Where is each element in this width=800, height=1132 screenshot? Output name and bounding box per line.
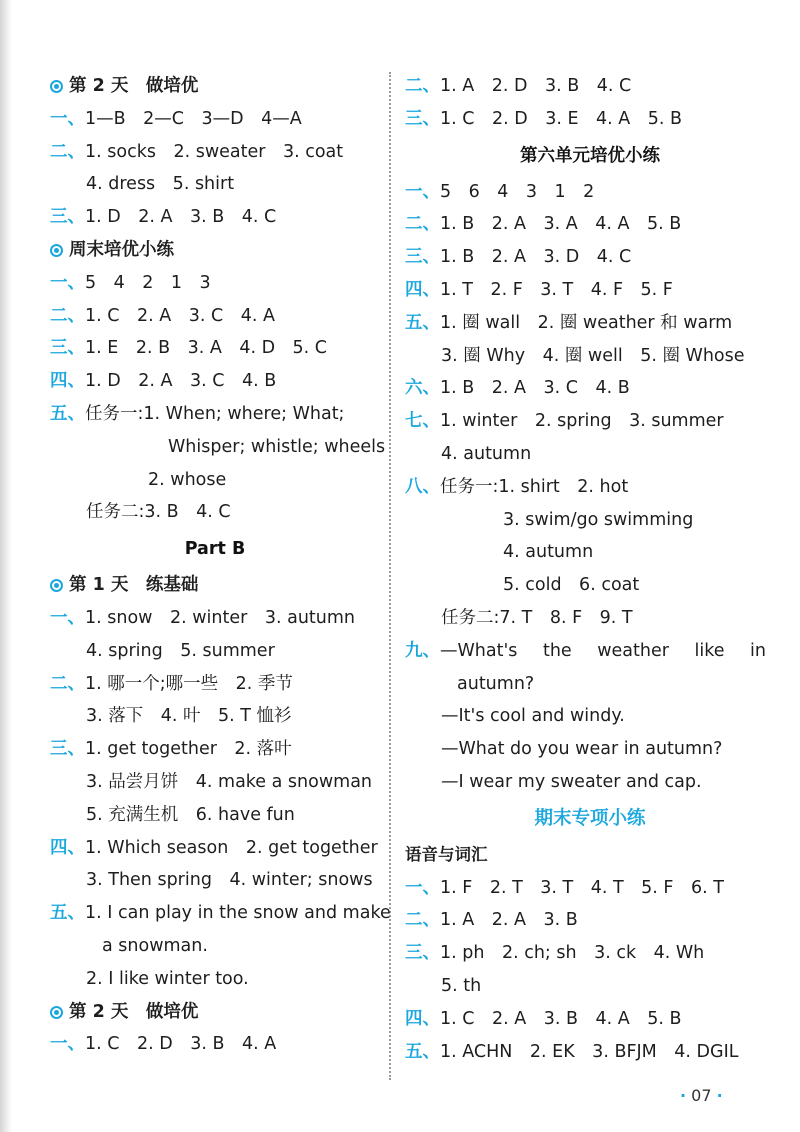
answer-line — [50, 897, 391, 930]
answer-line — [50, 733, 380, 766]
answer-line — [50, 832, 380, 865]
answer-line — [405, 405, 775, 438]
answer-line — [50, 103, 380, 136]
question-number: 三、 — [50, 338, 85, 359]
answer-text: 1. winter 2. spring 3. summer — [440, 411, 724, 432]
left-column — [50, 70, 391, 1061]
sub-heading: 语音与词汇 — [405, 844, 488, 864]
question-number: 四、 — [50, 837, 85, 858]
continuation-line: 3. Then spring 4. winter; snows — [86, 870, 373, 891]
answer-text: 1. T 2. F 3. T 4. F 5. F — [440, 279, 673, 300]
answer-text: 1. D 2. A 3. C 4. B — [85, 371, 277, 392]
page-number-dot-left: · — [680, 1086, 687, 1105]
continuation-line: a snowman. — [102, 935, 208, 956]
answer-text: 1. 哪一个;哪一些 2. 季节 — [85, 673, 293, 694]
answer-text: 1. C 2. D 3. B 4. A — [85, 1034, 277, 1055]
answer-text: 1. C 2. A 3. C 4. A — [85, 305, 275, 326]
section-heading — [50, 70, 380, 103]
continuation-line: 4. dress 5. shirt — [86, 174, 235, 195]
continuation-line: autumn? — [457, 673, 535, 694]
heading-text: 第 2 天 做培优 — [69, 76, 199, 96]
answer-line — [50, 602, 380, 635]
continuation-line: Whisper; whistle; wheels — [168, 436, 386, 457]
question-number: 五、 — [50, 903, 85, 924]
answer-text: 1. F 2. T 3. T 4. T 5. F 6. T — [440, 877, 724, 898]
question-number: 一、 — [50, 1034, 85, 1055]
answer-line — [405, 274, 775, 307]
continuation-line: 4. autumn — [503, 542, 594, 563]
answer-text: 1. A 2. A 3. B — [440, 910, 578, 931]
question-number: 二、 — [405, 76, 440, 96]
answer-line — [50, 398, 380, 431]
circle-bullet-icon — [50, 1006, 63, 1019]
question-number: 一、 — [405, 877, 440, 898]
question-number: 三、 — [405, 247, 440, 268]
answer-line — [405, 471, 775, 504]
answer-text: 1. ACHN 2. EK 3. BFJM 4. DGIL — [440, 1041, 739, 1062]
question-number: 五、 — [50, 403, 85, 424]
answer-line — [405, 241, 775, 274]
question-number: 三、 — [50, 207, 85, 228]
continuation-line: 3. 圈 Why 4. 圈 well 5. 圈 Whose — [441, 345, 745, 366]
question-number: 三、 — [405, 943, 440, 964]
continuation-line: 5. 充满生机 6. have fun — [86, 804, 295, 825]
question-number: 五、 — [405, 1041, 440, 1062]
section-heading — [50, 234, 380, 267]
answer-text: 1. A 2. D 3. B 4. C — [440, 76, 632, 96]
question-number: 七、 — [405, 411, 440, 432]
answer-line — [405, 372, 775, 405]
continuation-line: 2. whose — [148, 469, 227, 490]
answer-text: 1. 圈 wall 2. 圈 weather 和 warm — [440, 312, 733, 333]
page-number-text: 07 — [691, 1086, 712, 1105]
answer-text: 1—B 2—C 3—D 4—A — [85, 108, 302, 129]
answer-line — [405, 937, 775, 970]
page-edge-shadow — [0, 0, 12, 1132]
circle-bullet-icon — [50, 579, 63, 592]
continuation-line: 4. autumn — [441, 443, 532, 464]
answer-text: 1. B 2. A 3. C 4. B — [440, 378, 630, 399]
answer-text: 5 4 2 1 3 — [85, 272, 211, 293]
answer-text: —What's the weather like in — [440, 640, 766, 661]
answer-line — [405, 635, 775, 668]
question-number: 一、 — [50, 607, 85, 628]
answer-line — [50, 668, 380, 701]
question-number: 八、 — [405, 476, 440, 497]
answer-text: 1. Which season 2. get together — [85, 837, 378, 858]
question-number: 一、 — [405, 181, 440, 202]
answer-text: 1. snow 2. winter 3. autumn — [85, 607, 356, 628]
continuation-line: 5. cold 6. coat — [503, 575, 640, 596]
answer-text: 1. get together 2. 落叶 — [85, 739, 292, 760]
question-number: 二、 — [405, 214, 440, 235]
answer-line — [50, 267, 380, 300]
question-number: 五、 — [405, 312, 440, 333]
answer-line — [405, 872, 775, 905]
question-number: 一、 — [50, 272, 85, 293]
question-number: 二、 — [50, 305, 85, 326]
continuation-line: 5. th — [441, 975, 482, 996]
question-number: 二、 — [50, 673, 85, 694]
continuation-line: 任务二:3. B 4. C — [86, 502, 231, 523]
continuation-line: 3. swim/go swimming — [503, 509, 694, 530]
answer-text: 任务一:1. When; where; What; — [85, 403, 345, 424]
right-column — [405, 70, 775, 1068]
answer-text: 1. E 2. B 3. A 4. D 5. C — [85, 338, 328, 359]
answer-text: 1. I can play in the snow and make — [85, 903, 391, 924]
continuation-line: —What do you wear in autumn? — [441, 739, 723, 760]
answer-text: 5 6 4 3 1 2 — [440, 181, 595, 202]
question-number: 二、 — [405, 910, 440, 931]
continuation-line: 任务二:7. T 8. F 9. T — [441, 607, 633, 628]
question-number: 三、 — [405, 108, 440, 129]
continuation-line: 4. spring 5. summer — [86, 640, 275, 661]
continuation-line: —It's cool and windy. — [441, 706, 625, 727]
answer-line — [405, 70, 775, 103]
question-number: 九、 — [405, 640, 440, 661]
section-title: Part B — [184, 539, 246, 560]
answer-line — [50, 1028, 380, 1061]
section-title: 期末专项小练 — [534, 807, 646, 829]
answer-text: 1. D 2. A 3. B 4. C — [85, 207, 277, 228]
page-number — [680, 1086, 723, 1105]
heading-text: 第 1 天 练基础 — [69, 575, 199, 596]
answer-line — [50, 136, 380, 169]
answer-text: 1. C 2. D 3. E 4. A 5. B — [440, 108, 683, 129]
heading-text: 第 2 天 做培优 — [69, 1001, 199, 1022]
answer-line — [405, 176, 775, 209]
answer-line — [405, 904, 775, 937]
question-number: 一、 — [50, 108, 85, 129]
answer-line — [405, 1036, 775, 1069]
question-number: 六、 — [405, 378, 440, 399]
continuation-line: 2. I like winter too. — [86, 968, 249, 989]
answer-line — [50, 201, 380, 234]
section-heading — [50, 569, 380, 602]
answer-text: 1. ph 2. ch; sh 3. ck 4. Wh — [440, 943, 705, 964]
question-number: 二、 — [50, 141, 85, 162]
answer-line — [405, 307, 775, 340]
question-number: 四、 — [50, 371, 85, 392]
answer-line — [405, 208, 775, 241]
question-number: 三、 — [50, 739, 85, 760]
answer-line — [50, 332, 380, 365]
continuation-line: —I wear my sweater and cap. — [441, 771, 702, 792]
column-divider — [389, 72, 391, 1080]
heading-text: 周末培优小练 — [69, 239, 174, 260]
answer-line — [50, 365, 380, 398]
answer-text: 1. socks 2. sweater 3. coat — [85, 141, 344, 162]
section-heading — [50, 996, 380, 1029]
section-title: 第六单元培优小练 — [520, 145, 660, 166]
circle-bullet-icon — [50, 244, 63, 257]
answer-text: 1. C 2. A 3. B 4. A 5. B — [440, 1008, 682, 1029]
continuation-line: 3. 落下 4. 叶 5. T 恤衫 — [86, 706, 292, 727]
answer-line — [405, 103, 775, 136]
circle-bullet-icon — [50, 80, 63, 93]
answer-line — [50, 300, 380, 333]
answer-text: 1. B 2. A 3. D 4. C — [440, 247, 632, 268]
answer-text: 任务一:1. shirt 2. hot — [440, 476, 629, 497]
answer-text: 1. B 2. A 3. A 4. A 5. B — [440, 214, 682, 235]
question-number: 四、 — [405, 1008, 440, 1029]
page-number-dot-right: · — [716, 1086, 723, 1105]
question-number: 四、 — [405, 279, 440, 300]
continuation-line: 3. 品尝月饼 4. make a snowman — [86, 771, 373, 792]
answer-line — [405, 1003, 775, 1036]
